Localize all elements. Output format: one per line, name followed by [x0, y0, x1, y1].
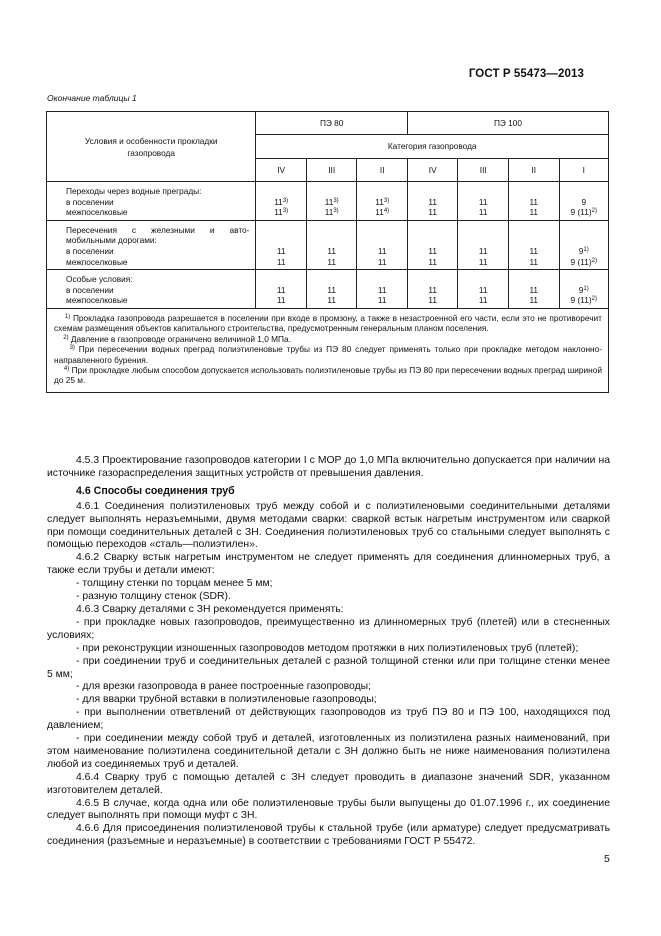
- value: 9$^{1)}$: [578, 284, 589, 295]
- value-cell: [306, 220, 357, 269]
- value: 11: [327, 295, 336, 306]
- value-cell: [306, 270, 357, 309]
- condition-subrow-label: межпоселковые: [66, 295, 128, 306]
- category-cell: III: [306, 159, 357, 182]
- body-text: [47, 455, 610, 849]
- footnote: $^{3)}$ При пересечении водных преград полиэтиленовые трубы из ПЭ 80 следует применять только при прокладке методом наклонно-направленного бурения.: [54, 344, 602, 365]
- condition-title: мобильными дорогами:: [66, 235, 157, 246]
- footnote-mark: 4): [383, 208, 390, 215]
- value: 11: [478, 196, 488, 207]
- table-footnotes: [47, 308, 609, 392]
- paragraph-4-6-2: 4.6.2 Сварку встык нагретым инструментом не следует применять для соединения длинномерных труб, а также если трубы и детали имеют:: [47, 552, 610, 577]
- condition-subrow-label: межпоселковые: [66, 207, 128, 218]
- value: 11: [529, 207, 539, 218]
- table-caption: Окончание таблицы 1: [47, 93, 137, 103]
- document-id-header: ГОСТ Р 55473—2013: [468, 68, 584, 80]
- value-cell: [458, 220, 509, 269]
- value: 11: [327, 284, 336, 295]
- paragraph-4-6-1: 4.6.1 Соединения полиэтиленовых труб между собой и с полиэтиленовыми соединительными деталями следует выполнять неразъемными, двумя методами сварки: сваркой встык нагретым инструментом или сваркой при помощи соединительных деталей с ЗН. Соединения полиэтиленовых труб со стальными следует выполнять с помощью переходов «сталь—полиэтилен».: [47, 500, 610, 551]
- condition-title: Переходы через водные преграды:: [66, 186, 202, 196]
- value: 11: [478, 295, 488, 306]
- footnote-mark: 3): [333, 208, 339, 215]
- value-cell: [559, 182, 608, 221]
- value: 11: [377, 256, 387, 267]
- value: 11: [276, 256, 286, 267]
- group-header-pe100: ПЭ 100: [407, 112, 608, 135]
- footnote-mark: 3): [282, 197, 289, 204]
- footnote-mark: 2): [591, 208, 597, 215]
- paragraph-4-5-3: 4.5.3 Проектирование газопроводов категории I с МОР до 1,0 МПа включительно допускается при наличии на источнике газораспределения защитных устройств от превышения давления.: [47, 455, 610, 479]
- category-cell: IV: [407, 159, 458, 182]
- footnote: $^{1)}$ Прокладка газопровода разрешается в поселении при входе в промзону, а также в незастроенной его части, если это не противоречит схемам размещения объектов капитального строительства, предусмотренным генеральным планом поселения.: [54, 312, 602, 334]
- value-cell: [559, 220, 608, 269]
- value: 11$^{3)}$: [324, 196, 339, 207]
- footnote-mark: 3): [333, 197, 339, 204]
- paragraph-4-6-4: 4.6.4 Сварку труб с помощью деталей с ЗН следует проводить в диапазоне значений SDR, указанном изготовителем деталей.: [47, 771, 610, 796]
- value: 11: [428, 284, 438, 295]
- value: 9$^{1)}$: [578, 245, 589, 256]
- condition-cell: [47, 270, 256, 309]
- value: 11$^{3)}$: [274, 207, 289, 218]
- footnote: $^{2)}$ Давление в газопроводе ограничено величиной 1,0 МПа.: [63, 333, 291, 344]
- category-cell: III: [458, 159, 509, 182]
- category-cell: II: [357, 159, 408, 182]
- condition-cell: [47, 220, 256, 269]
- value: 11: [529, 284, 539, 295]
- value: 9 $(11)^{2)}$: [570, 207, 597, 218]
- list-item: - при выполнении ответвлений от действующих газопроводов из труб ПЭ 80 и ПЭ 100, находящихся под давлением;: [47, 707, 610, 732]
- value: 11: [478, 256, 488, 267]
- value: 11: [276, 295, 286, 306]
- list-item: - для вварки трубной вставки в полиэтиленовые газопроводы;: [76, 694, 377, 706]
- footnote-mark: 2): [591, 296, 597, 303]
- group-header-pe80: ПЭ 80: [256, 112, 408, 135]
- list-item: - при соединении труб и соединительных деталей с разной толщиной стенки или при толщине стенки менее 5 мм;: [47, 655, 610, 680]
- value: 11: [478, 207, 488, 218]
- value-cell: [357, 220, 408, 269]
- value: 9: [581, 196, 587, 207]
- value: 11$^{3)}$: [375, 196, 390, 207]
- value: 11: [529, 196, 539, 207]
- value-cell: [256, 182, 307, 221]
- value: 11: [377, 245, 387, 256]
- value: 11: [478, 245, 488, 256]
- value-cell: [559, 270, 608, 309]
- value: 11: [428, 256, 438, 267]
- value-cell: [306, 182, 357, 221]
- section-heading-4-6: 4.6 Способы соединения труб: [76, 484, 235, 497]
- footnote: $^{4)}$ При прокладке любым способом допускается использовать полиэтиленовые трубы из ПЭ 80 при пересечении водных преград шириной до 25 м.: [54, 364, 602, 386]
- category-cell: II: [509, 159, 560, 182]
- table-section-row: [47, 270, 609, 309]
- paragraph-4-6-3: 4.6.3 Сварку деталями с ЗН рекомендуется применять:: [76, 603, 344, 615]
- value: 11: [377, 295, 387, 306]
- condition-subrow-label: в поселении: [66, 196, 114, 207]
- footnote-mark: 3): [383, 197, 390, 204]
- table-body: [47, 182, 609, 309]
- value: 11$^{3)}$: [274, 196, 289, 207]
- value-cell: [256, 220, 307, 269]
- list-item: - при прокладке новых газопроводов, преимущественно из длинномерных труб (плетей) или в стесненных условиях;: [47, 616, 610, 641]
- footnote-mark: 1): [583, 246, 589, 253]
- value-cell: [458, 182, 509, 221]
- value: 11: [377, 284, 387, 295]
- value: 11: [327, 256, 336, 267]
- list-item: - при соединении между собой труб и деталей, изготовленных из полиэтилена разных наименований, при этом наименование полиэтилена соединительной детали с ЗН должно быть не ниже наименования полиэтилена любой из соединяемых труб и деталей.: [47, 733, 610, 770]
- value: 11: [529, 245, 539, 256]
- paragraph-4-6-6: 4.6.6 Для присоединения полиэтиленовой трубы к стальной трубе (или арматуре) следует предусматривать соединения (разъемные и неразъемные) в соответствии с требованиями ГОСТ Р 55472.: [47, 823, 610, 848]
- gas-pipeline-table: [46, 111, 609, 393]
- value: 11: [529, 295, 539, 306]
- condition-subrow-label: в поселении: [66, 245, 114, 256]
- value-cell: [509, 270, 560, 309]
- category-header: Категория газопровода: [256, 135, 609, 159]
- table-column-header: Условия и особенности прокладки газопровода: [47, 112, 256, 182]
- value-cell: [458, 270, 509, 309]
- value: 11: [276, 245, 286, 256]
- list-item: - для врезки газопровода в ранее построенные газопроводы;: [76, 681, 372, 693]
- value-cell: [357, 182, 408, 221]
- footnote-mark: 1): [583, 285, 589, 292]
- list-item: - разную толщину стенок (SDR).: [76, 591, 231, 603]
- page-number: 5: [604, 853, 610, 865]
- value: 11: [428, 295, 438, 306]
- table-section-row: [47, 220, 609, 269]
- condition-title: Особые условия:: [66, 274, 133, 285]
- value: 11: [478, 284, 488, 295]
- condition-cell: [47, 182, 256, 221]
- value-cell: [509, 220, 560, 269]
- value-cell: [357, 270, 408, 309]
- paragraph-4-6-5: 4.6.5 В случае, когда одна или обе полиэтиленовые трубы были выпущены до 01.07.1996 г., их соединение следует выполнять при помощи муфт с ЗН.: [47, 797, 610, 822]
- value: 11$^{3)}$: [324, 207, 339, 218]
- condition-subrow-label: межпоселковые: [66, 256, 128, 267]
- condition-subrow-label: в поселении: [66, 284, 114, 295]
- value: 11: [276, 284, 286, 295]
- value-cell: [509, 182, 560, 221]
- value: 11: [428, 207, 438, 218]
- footnote-mark: 2): [591, 257, 597, 264]
- category-cell: IV: [256, 159, 307, 182]
- value: 11: [428, 196, 438, 207]
- table-section-row: [47, 182, 609, 221]
- value: 11: [327, 245, 336, 256]
- value: 11: [428, 245, 438, 256]
- footnote-mark: 3): [282, 208, 289, 215]
- value: 9 $(11)^{2)}$: [570, 295, 597, 306]
- value-cell: [407, 182, 458, 221]
- value-cell: [407, 270, 458, 309]
- value: 11$^{4)}$: [375, 207, 390, 218]
- category-cell: I: [559, 159, 608, 182]
- list-item: - при реконструкции изношенных газопроводов методом протяжки в них полиэтиленовых труб (плетей);: [76, 642, 579, 654]
- value: 9 $(11)^{2)}$: [570, 256, 597, 267]
- value: 11: [529, 256, 539, 267]
- condition-title: Пересечения с железными и авто-: [66, 224, 250, 235]
- value-cell: [256, 270, 307, 309]
- list-item: - толщину стенки по торцам менее 5 мм;: [76, 578, 273, 590]
- value-cell: [407, 220, 458, 269]
